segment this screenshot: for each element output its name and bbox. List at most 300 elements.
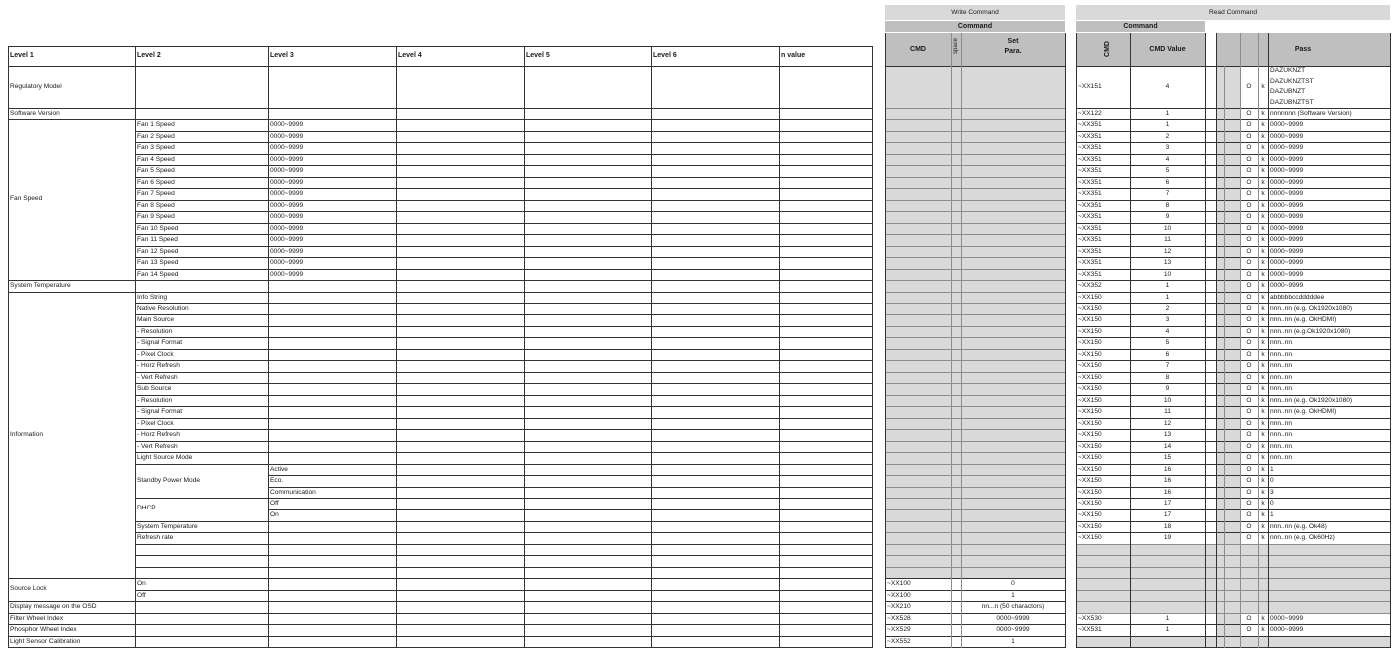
read-o-cell: O	[1246, 614, 1252, 622]
read-cmd-cell: ~XX150	[1078, 316, 1102, 324]
read-header-pass: Pass	[1294, 46, 1312, 53]
read-value-cell: 12	[1163, 247, 1172, 255]
read-cmd-cell: ~XX150	[1078, 431, 1102, 439]
table-border	[8, 46, 873, 47]
read-o-cell: O	[1246, 534, 1252, 542]
level1-cell: Phosphor Wheel Index	[10, 626, 77, 634]
level2-cell: Fan 13 Speed	[137, 259, 179, 267]
level2-cell: Light Source Mode	[137, 454, 193, 462]
read-pass-cell: nnn..nn (e.g. OkHDMI)	[1270, 316, 1337, 324]
level3-cell: 0000~9999	[270, 167, 304, 175]
row-line	[885, 360, 1066, 361]
read-pass-cell: 0000~9999	[1270, 155, 1304, 163]
read-cmd-cell: ~XX150	[1078, 511, 1102, 519]
read-value-cell: 18	[1163, 522, 1172, 530]
row-line	[1076, 544, 1391, 545]
read-pass-cell: DAZUKNZT	[1270, 67, 1306, 74]
column-header: Level 3	[270, 52, 294, 59]
read-k-cell: k	[1261, 499, 1265, 507]
read-pass-cell: 0000~9999	[1270, 626, 1304, 634]
level2-cell: - Vert Refresh	[137, 442, 178, 450]
read-value-cell: 4	[1165, 83, 1170, 90]
read-k-cell: k	[1261, 626, 1265, 634]
row-line	[885, 223, 1066, 224]
read-o-cell: O	[1246, 339, 1252, 347]
read-k-cell: k	[1261, 190, 1265, 198]
read-cmd-cell: ~XX150	[1078, 454, 1102, 462]
read-gray-rows	[1076, 636, 1390, 647]
read-pass-cell: 3	[1270, 488, 1274, 496]
read-value-cell: 19	[1163, 534, 1172, 542]
read-cmd-cell: ~XX150	[1078, 419, 1102, 427]
level3-cell: On	[270, 511, 279, 519]
read-o-cell: O	[1246, 454, 1252, 462]
row-line	[885, 452, 1066, 453]
read-cmd-cell: ~XX530	[1078, 614, 1102, 622]
row-line	[885, 395, 1066, 396]
level3-cell: 0000~9999	[270, 132, 304, 140]
read-value-cell: 16	[1163, 488, 1172, 496]
column-line	[779, 46, 780, 648]
write-subtitle: Command	[957, 23, 993, 30]
column-line	[1390, 33, 1391, 648]
column-line	[1216, 33, 1217, 648]
read-pass-cell: DAZUBNZTST	[1270, 98, 1314, 106]
level2-cell: Native Resolution	[137, 304, 189, 312]
level2-cell: - Pixel Clock	[137, 419, 174, 427]
row-line	[885, 211, 1066, 212]
read-o-cell: O	[1246, 373, 1252, 381]
write-para-cell: 1	[1011, 591, 1015, 599]
read-cmd-cell: ~XX150	[1078, 534, 1102, 542]
read-value-cell: 1	[1165, 121, 1170, 129]
read-value-cell: 7	[1165, 190, 1170, 198]
row-line	[1076, 567, 1391, 568]
read-pass-cell: nnn..nn (e.g. Ok1920x1080)	[1270, 304, 1353, 312]
level3-cell: Off	[270, 499, 279, 507]
read-k-cell: k	[1261, 477, 1265, 485]
level3-cell: Active	[270, 465, 288, 473]
read-o-cell: O	[1246, 442, 1252, 450]
read-k-cell: k	[1261, 408, 1265, 416]
read-cmd-cell: ~XX351	[1078, 224, 1102, 232]
read-value-cell: 13	[1163, 259, 1172, 267]
level2-cell: Main Source	[137, 316, 175, 324]
read-k-cell: k	[1261, 259, 1265, 267]
read-pass-cell: DAZUBNZT	[1270, 88, 1306, 95]
level1-cell: Regulatory Model	[10, 83, 62, 90]
level3-cell: 0000~9999	[270, 201, 304, 209]
level3-cell: Eco.	[270, 477, 284, 485]
row-line	[885, 280, 1066, 281]
row-line	[885, 154, 1066, 155]
read-value-cell: 10	[1163, 270, 1172, 278]
write-header-set: Set	[1007, 38, 1019, 45]
read-o-cell: O	[1246, 396, 1252, 404]
read-k-cell: k	[1261, 121, 1265, 129]
level2-cell: Fan 7 Speed	[137, 190, 175, 198]
read-o-cell: O	[1246, 167, 1252, 175]
write-para-cell: 1	[1011, 637, 1015, 645]
column-line	[396, 46, 397, 648]
read-pass-cell: 1	[1270, 465, 1274, 473]
read-value-cell: 4	[1165, 155, 1170, 163]
level2-cell: On	[137, 580, 146, 588]
read-cmd-cell: ~XX351	[1078, 190, 1102, 198]
level1-cell: Display message on the OSD	[10, 603, 97, 611]
level2-cell: - Horz Refresh	[137, 362, 180, 370]
column-line	[885, 33, 886, 648]
level2-cell: Fan 12 Speed	[137, 247, 179, 255]
read-k-cell: k	[1261, 293, 1265, 301]
read-o-cell: O	[1246, 121, 1252, 129]
read-pass-cell: 0	[1270, 477, 1274, 485]
read-cmd-cell: ~XX531	[1078, 626, 1102, 634]
row-line	[885, 303, 1066, 304]
row-line	[885, 314, 1066, 315]
read-k-cell: k	[1261, 83, 1265, 90]
row-line	[135, 601, 873, 602]
read-pass-cell: 1	[1270, 511, 1274, 519]
read-pass-cell: 0000~9999	[1270, 614, 1304, 622]
read-value-cell: 5	[1165, 167, 1170, 175]
read-k-cell: k	[1261, 201, 1265, 209]
column-header: Level 4	[398, 52, 422, 59]
read-cmd-cell: ~XX351	[1078, 236, 1102, 244]
read-o-cell: O	[1246, 178, 1252, 186]
read-value-cell: 1	[1165, 110, 1170, 117]
column-header: Level 1	[10, 52, 34, 59]
write-header-cmd: CMD	[910, 46, 926, 53]
read-cmd-cell: ~XX351	[1078, 201, 1102, 209]
read-o-cell: O	[1246, 190, 1252, 198]
read-o-cell: O	[1246, 110, 1252, 117]
read-o-cell: O	[1246, 316, 1252, 324]
read-k-cell: k	[1261, 327, 1265, 335]
row-line	[885, 498, 1066, 499]
read-k-cell: k	[1261, 419, 1265, 427]
read-pass-cell: 0000~9999	[1270, 213, 1304, 221]
read-pass-cell: 0000~9999	[1270, 259, 1304, 267]
read-o-cell: O	[1246, 259, 1252, 267]
row-line	[885, 544, 1066, 545]
read-value-cell: 11	[1164, 236, 1171, 244]
column-line	[961, 33, 962, 648]
read-cmd-cell: ~XX351	[1078, 132, 1102, 140]
row-line	[885, 188, 1066, 189]
read-k-cell: k	[1261, 385, 1265, 393]
read-cmd-cell: ~XX351	[1078, 178, 1102, 186]
level3-cell: 0000~9999	[270, 213, 304, 221]
read-k-cell: k	[1261, 144, 1265, 152]
read-pass-cell: 0000~9999	[1270, 224, 1304, 232]
row-line	[885, 532, 1066, 533]
read-o-cell: O	[1246, 201, 1252, 209]
write-cmd-cell: ~XX210	[887, 603, 911, 611]
level2-cell: Fan 3 Speed	[137, 144, 175, 152]
read-cmd-cell: ~XX351	[1078, 259, 1102, 267]
read-pass-cell: 0000~9999	[1270, 282, 1304, 290]
read-pass-cell: nnn..nn	[1270, 339, 1292, 347]
level2-cell: System Temperature	[137, 522, 198, 530]
row-line	[885, 257, 1066, 258]
column-line	[524, 46, 525, 648]
read-o-cell: O	[1246, 522, 1252, 530]
read-pass-cell: DAZUKNZTST	[1270, 77, 1314, 85]
read-pass-cell: nnn..nn (e.g. OkHDMI)	[1270, 408, 1337, 416]
read-cmd-cell: ~XX150	[1078, 385, 1102, 393]
level3-cell: 0000~9999	[270, 236, 304, 244]
read-pass-cell: nnn..nn (e.g. Ok1920x1080)	[1270, 396, 1353, 404]
read-o-cell: O	[1246, 408, 1252, 416]
read-title: Read Command	[1208, 9, 1257, 16]
read-pass-cell: nnn..nn (e.g. Ok48)	[1270, 522, 1327, 530]
read-cmd-cell: ~XX150	[1078, 396, 1102, 404]
read-value-cell: 1	[1165, 614, 1170, 622]
read-k-cell: k	[1261, 110, 1265, 117]
read-o-cell: O	[1246, 499, 1252, 507]
level2-cell: - Vert Refresh	[137, 373, 178, 381]
read-cmd-cell: ~XX150	[1078, 522, 1102, 530]
read-cmd-cell: ~XX151	[1078, 83, 1102, 90]
read-k-cell: k	[1261, 465, 1265, 473]
read-o-cell: O	[1246, 236, 1252, 244]
row-line	[885, 372, 1066, 373]
read-value-cell: 1	[1165, 282, 1170, 290]
read-cmd-cell: ~XX150	[1078, 499, 1102, 507]
read-k-cell: k	[1261, 282, 1265, 290]
read-pass-cell: abbbbbccdddddee	[1270, 293, 1325, 301]
read-value-cell: 13	[1163, 431, 1172, 439]
read-k-cell: k	[1261, 350, 1265, 358]
read-k-cell: k	[1261, 178, 1265, 186]
level3-cell: 0000~9999	[270, 270, 304, 278]
read-k-cell: k	[1261, 522, 1265, 530]
level1-cell: Light Sensor Calibration	[10, 637, 81, 645]
read-value-cell: 15	[1163, 454, 1172, 462]
write-para-cell: nn...n (50 charactors)	[981, 603, 1045, 611]
row-line	[1076, 590, 1391, 591]
read-pass-cell: 0000~9999	[1270, 121, 1304, 129]
read-cmd-cell: ~XX351	[1078, 270, 1102, 278]
read-cmd-cell: ~XX150	[1078, 373, 1102, 381]
read-k-cell: k	[1261, 614, 1265, 622]
level1-cell: System Temperature	[10, 282, 71, 290]
read-k-cell: k	[1261, 304, 1265, 312]
row-line	[135, 108, 873, 109]
row-line	[885, 567, 1066, 568]
read-cmd-cell: ~XX150	[1078, 408, 1102, 416]
read-cmd-cell: ~XX351	[1078, 121, 1102, 129]
read-cmd-cell: ~XX351	[1078, 167, 1102, 175]
read-value-cell: 8	[1165, 373, 1170, 381]
read-cmd-cell: ~XX150	[1078, 465, 1102, 473]
read-value-cell: 16	[1163, 477, 1172, 485]
write-para-cell: 0000~9999	[996, 614, 1030, 622]
read-k-cell: k	[1261, 213, 1265, 221]
read-o-cell: O	[1246, 144, 1252, 152]
level3-cell: 0000~9999	[270, 247, 304, 255]
read-value-cell: 10	[1163, 396, 1172, 404]
read-value-cell: 3	[1165, 316, 1170, 324]
read-value-cell: 2	[1165, 132, 1170, 140]
read-header-cmd-value: CMD Value	[1149, 46, 1186, 53]
read-value-cell: 17	[1163, 511, 1172, 519]
row-line	[885, 292, 1066, 293]
level2-cell: Fan 8 Speed	[137, 201, 175, 209]
read-cmd-cell: ~XX150	[1078, 350, 1102, 358]
read-k-cell: k	[1261, 316, 1265, 324]
level2-cell: Fan 4 Speed	[137, 155, 175, 163]
read-k-cell: k	[1261, 534, 1265, 542]
read-pass-cell: 0000~9999	[1270, 247, 1304, 255]
column-line	[1205, 33, 1206, 648]
read-o-cell: O	[1246, 431, 1252, 439]
level2-cell: Fan 10 Speed	[137, 224, 179, 232]
level3-cell: 0000~9999	[270, 178, 304, 186]
level2-cell: Fan 2 Speed	[137, 132, 175, 140]
row-line	[885, 418, 1066, 419]
read-k-cell: k	[1261, 132, 1265, 140]
read-k-cell: k	[1261, 224, 1265, 232]
level3-cell: Communication	[270, 488, 316, 496]
level1-cell: Source Lock	[10, 585, 47, 593]
level3-cell: 0000~9999	[270, 224, 304, 232]
read-pass-cell: 0000~9999	[1270, 270, 1304, 278]
row-line	[885, 269, 1066, 270]
read-cmd-cell: ~XX122	[1078, 110, 1102, 117]
row-line	[135, 567, 873, 568]
row-line	[885, 337, 1066, 338]
read-pass-cell: nnnnnnn (Software Version)	[1270, 110, 1352, 117]
read-pass-cell: 0000~9999	[1270, 132, 1304, 140]
row-line	[885, 555, 1066, 556]
read-pass-cell: nnn..nn	[1270, 350, 1292, 358]
merge-cover	[136, 475, 268, 476]
read-pass-cell: nnn..nn	[1270, 419, 1292, 427]
column-header: n value	[781, 52, 806, 59]
read-pass-cell: nnn..nn	[1270, 362, 1292, 370]
read-k-cell: k	[1261, 270, 1265, 278]
read-pass-cell: 0	[1270, 499, 1274, 507]
row-line	[885, 464, 1066, 465]
column-line	[1065, 33, 1066, 648]
row-line	[885, 131, 1066, 132]
read-o-cell: O	[1246, 465, 1252, 473]
level2-cell: - Resolution	[137, 396, 173, 404]
table-border	[8, 66, 873, 67]
level2-cell: Fan 6 Speed	[137, 178, 175, 186]
level3-cell: 0000~9999	[270, 190, 304, 198]
read-value-cell: 4	[1165, 327, 1170, 335]
read-pass-cell: nnn..nn	[1270, 373, 1292, 381]
read-o-cell: O	[1246, 304, 1252, 312]
column-line	[651, 46, 652, 648]
read-o-cell: O	[1246, 350, 1252, 358]
row-line	[135, 280, 873, 281]
read-value-cell: 9	[1165, 213, 1170, 221]
read-k-cell: k	[1261, 247, 1265, 255]
row-line	[135, 624, 873, 625]
level3-cell: 0000~9999	[270, 155, 304, 163]
read-cmd-cell: ~XX150	[1078, 362, 1102, 370]
level2-cell: - Horz Refresh	[137, 431, 180, 439]
read-pass-cell: 0000~9999	[1270, 167, 1304, 175]
row-line	[885, 383, 1066, 384]
read-k-cell: k	[1261, 362, 1265, 370]
merge-cover	[136, 487, 268, 488]
read-k-cell: k	[1261, 373, 1265, 381]
read-pass-cell: 0000~9999	[1270, 190, 1304, 198]
level2-cell: Fan 1 Speed	[137, 121, 175, 129]
row-line	[1076, 601, 1391, 602]
read-pass-cell: nnn..nn (e.g. Ok60Hz)	[1270, 534, 1335, 542]
row-line	[885, 108, 1066, 109]
row-line	[885, 142, 1066, 143]
row-line	[1076, 578, 1391, 579]
read-value-cell: 10	[1163, 224, 1172, 232]
read-cmd-cell: ~XX150	[1078, 327, 1102, 335]
level2-cell: - Resolution	[137, 327, 173, 335]
row-line	[885, 429, 1066, 430]
merge-cover	[136, 509, 268, 510]
read-cmd-cell: ~XX150	[1078, 477, 1102, 485]
read-pass-cell: nnn..nn (e.g.Ok1920x1080)	[1270, 327, 1351, 335]
read-value-cell: 3	[1165, 144, 1170, 152]
column-header: Level 5	[526, 52, 550, 59]
read-o-cell: O	[1246, 362, 1252, 370]
read-cmd-cell: ~XX150	[1078, 488, 1102, 496]
read-cmd-cell: ~XX351	[1078, 155, 1102, 163]
read-o-cell: O	[1246, 419, 1252, 427]
level1-cell: Information	[10, 430, 43, 438]
row-line	[885, 165, 1066, 166]
read-value-cell: 12	[1163, 419, 1172, 427]
write-header-para: Para.	[1004, 48, 1022, 55]
level2-cell: Sub Source	[137, 385, 172, 393]
level1-cell: Software Version	[10, 110, 60, 117]
read-o-cell: O	[1246, 83, 1252, 90]
read-value-cell: 1	[1165, 293, 1170, 301]
read-o-cell: O	[1246, 293, 1252, 301]
row-line	[885, 509, 1066, 510]
column-header: Level 2	[137, 52, 161, 59]
read-o-cell: O	[1246, 282, 1252, 290]
read-value-cell: 6	[1165, 178, 1170, 186]
read-o-cell: O	[1246, 224, 1252, 232]
read-value-cell: 2	[1165, 304, 1170, 312]
row-line	[885, 234, 1066, 235]
level2-cell: Standby Power Mode	[137, 476, 201, 484]
level2-cell: Refresh rate	[137, 534, 174, 542]
write-para-cell: 0	[1011, 580, 1015, 588]
read-k-cell: k	[1261, 431, 1265, 439]
read-cmd-cell: ~XX150	[1078, 339, 1102, 347]
level2-cell: Fan 14 Speed	[137, 270, 179, 278]
read-cmd-cell: ~XX351	[1078, 213, 1102, 221]
level1-cell: Fan Speed	[10, 195, 43, 203]
write-cmd-cell: ~XX100	[887, 591, 911, 599]
read-o-cell: O	[1246, 327, 1252, 335]
read-cmd-cell: ~XX150	[1078, 293, 1102, 301]
read-o-cell: O	[1246, 270, 1252, 278]
write-cmd-cell: ~XX528	[887, 614, 911, 622]
row-line	[1076, 555, 1391, 556]
read-cmd-cell: ~XX150	[1078, 304, 1102, 312]
read-o-cell: O	[1246, 213, 1252, 221]
read-cmd-cell: ~XX351	[1078, 144, 1102, 152]
read-cmd-cell: ~XX150	[1078, 442, 1102, 450]
